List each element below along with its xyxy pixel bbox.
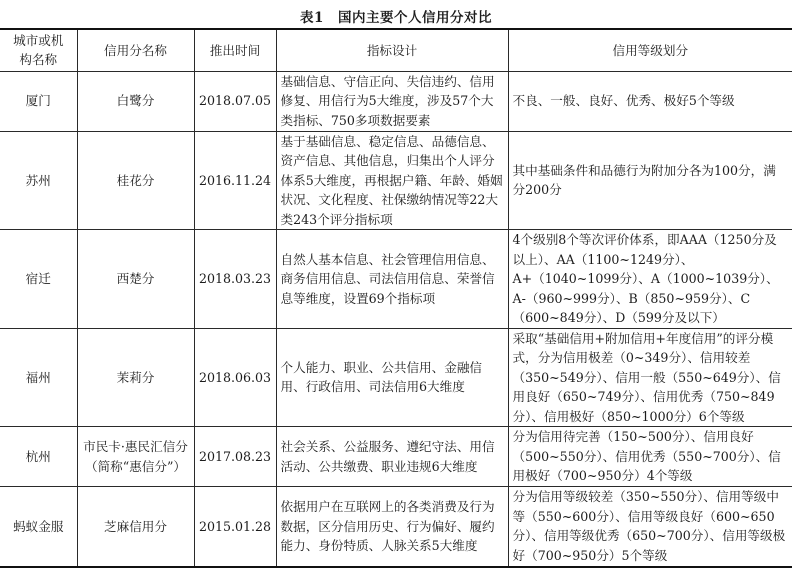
table-row bbox=[0, 427, 792, 487]
cell-indicator: 基础信息、守信正向、失信违约、信用修复、用信行为5大维度，涉及57个大类指标、750多项数据要素 bbox=[276, 71, 508, 131]
table-row bbox=[0, 71, 792, 131]
cell-grade: 分为信用等级较差（350~550分）、信用等级中等（550~600分）、信用等级良好（600~650分）、信用等级优秀（650~700分）、信用等级极好（700~950分）5个等级 bbox=[508, 487, 792, 567]
cell-indicator: 社会关系、公益服务、遵纪守法、用信活动、公共缴费、职业违规6大维度 bbox=[276, 427, 508, 487]
cell-city: 苏州 bbox=[0, 131, 77, 230]
header-row bbox=[0, 29, 792, 71]
cell-city: 厦门 bbox=[0, 71, 77, 131]
cell-city: 福州 bbox=[0, 328, 77, 427]
table-row bbox=[0, 230, 792, 329]
cell-city: 杭州 bbox=[0, 427, 77, 487]
cell-grade: 4个级别8个等次评价体系，即AAA（1250分及以上）、AA（1100~1249分）、A+（1040~1099分）、A（1000~1039分）、A-（960~999分）、B（850~959分）、C（600~849分）、D（599分及以下） bbox=[508, 230, 792, 329]
cell-grade: 不良、一般、良好、优秀、极好5个等级 bbox=[508, 71, 792, 131]
cell-grade: 其中基础条件和品德行为附加分各为100分，满分200分 bbox=[508, 131, 792, 230]
table-title: 表1 国内主要个人信用分对比 bbox=[300, 10, 492, 26]
header-date: 推出时间 bbox=[194, 29, 276, 71]
cell-name: 桂花分 bbox=[77, 131, 194, 230]
cell-indicator: 自然人基本信息、社会管理信用信息、商务信用信息、司法信用信息、荣誉信息等维度，设置69个指标项 bbox=[276, 230, 508, 329]
cell-name: 白鹭分 bbox=[77, 71, 194, 131]
table-row bbox=[0, 131, 792, 230]
cell-date: 2016.11.24 bbox=[194, 131, 276, 230]
cell-date: 2018.03.23 bbox=[194, 230, 276, 329]
cell-grade: 采取“基础信用+附加信用+年度信用”的评分模式，分为信用极差（0~349分）、信用较差（350~549分）、信用一般（550~649分）、信用良好（650~749分）、信用优秀（750~849分）、信用极好（850~1000分）6个等级 bbox=[508, 328, 792, 427]
header-city: 城市或机构名称 bbox=[0, 29, 77, 71]
cell-date: 2017.08.23 bbox=[194, 427, 276, 487]
cell-city: 蚂蚁金服 bbox=[0, 487, 77, 567]
header-grade: 信用等级划分 bbox=[508, 29, 792, 71]
cell-name: 市民卡·惠民汇信分（简称“惠信分”） bbox=[77, 427, 194, 487]
cell-date: 2015.01.28 bbox=[194, 487, 276, 567]
credit-score-table bbox=[0, 28, 792, 568]
cell-name: 茉莉分 bbox=[77, 328, 194, 427]
cell-grade: 分为信用待完善（150~500分）、信用良好（500~550分）、信用优秀（550~700分）、信用极好（700~950分）4个等级 bbox=[508, 427, 792, 487]
cell-date: 2018.06.03 bbox=[194, 328, 276, 427]
cell-city: 宿迁 bbox=[0, 230, 77, 329]
header-indicator: 指标设计 bbox=[276, 29, 508, 71]
table-row bbox=[0, 328, 792, 427]
cell-name: 西楚分 bbox=[77, 230, 194, 329]
cell-indicator: 依据用户在互联网上的各类消费及行为数据，区分信用历史、行为偏好、履约能力、身份特质、人脉关系5大维度 bbox=[276, 487, 508, 567]
header-name: 信用分名称 bbox=[77, 29, 194, 71]
cell-name: 芝麻信用分 bbox=[77, 487, 194, 567]
cell-indicator: 基于基础信息、稳定信息、品德信息、资产信息、其他信息，归集出个人评分体系5大维度，再根据户籍、年龄、婚姻状况、文化程度、社保缴纳情况等22大类243个评分指标项 bbox=[276, 131, 508, 230]
table-row bbox=[0, 487, 792, 567]
cell-indicator: 个人能力、职业、公共信用、金融信用、行政信用、司法信用6大维度 bbox=[276, 328, 508, 427]
cell-date: 2018.07.05 bbox=[194, 71, 276, 131]
